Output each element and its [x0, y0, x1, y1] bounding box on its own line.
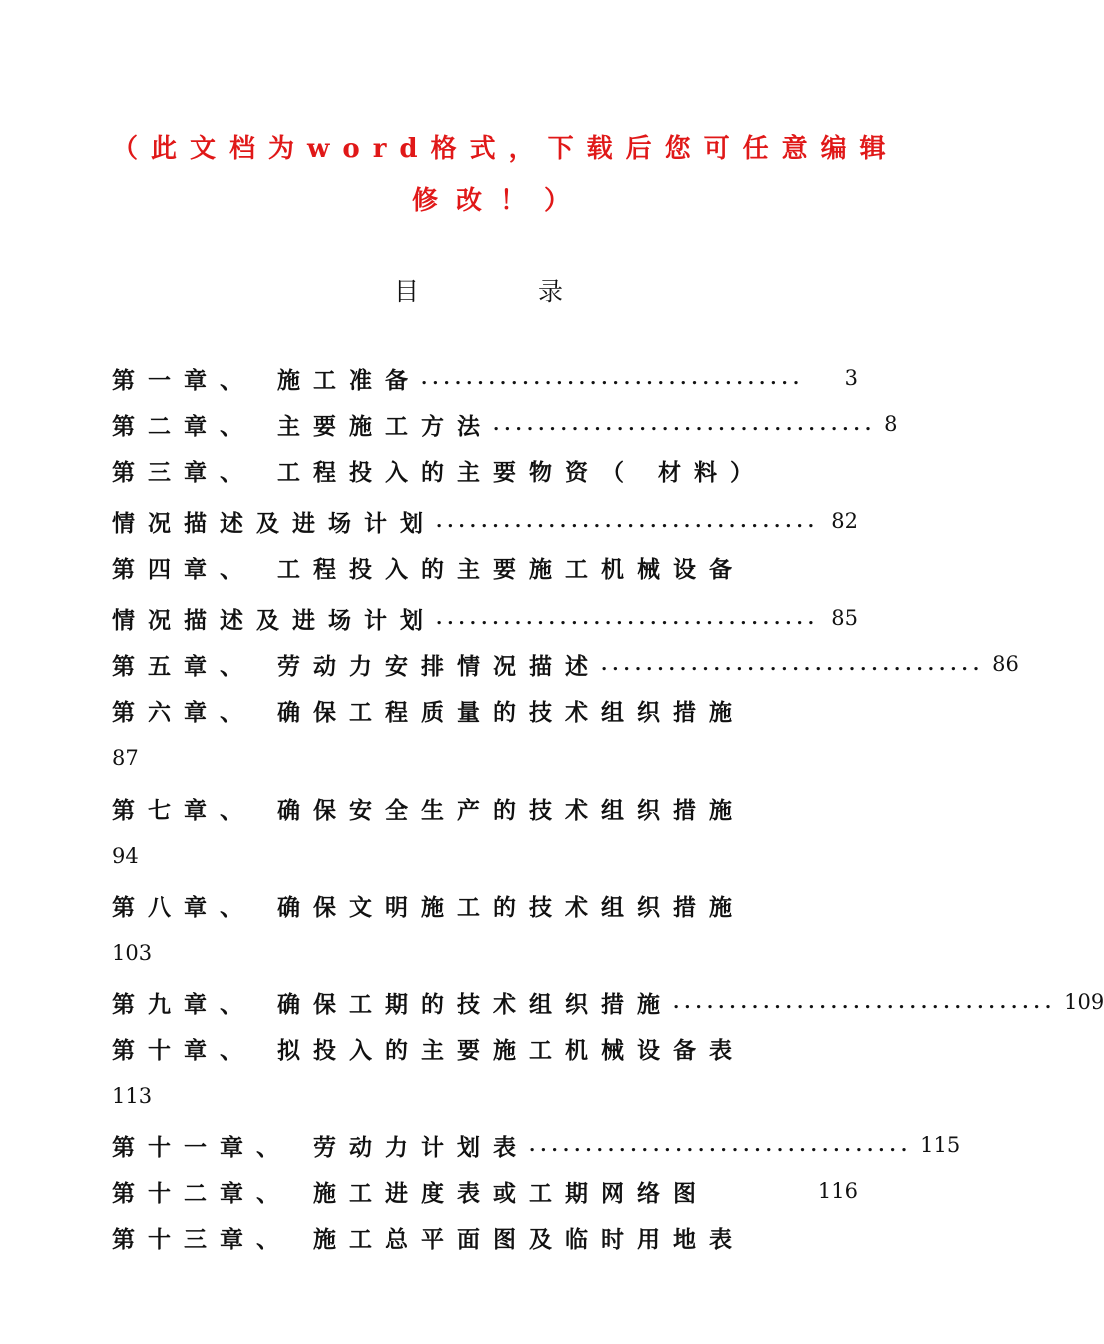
toc-entry[interactable] [112, 1129, 961, 1161]
toc-entry[interactable] [112, 986, 1104, 1018]
toc-leader-dots: .................................. [529, 1134, 913, 1156]
toc-leader-dots: .................................. [436, 510, 820, 532]
toc-entry-text: 第八章、 确保文明施工的技术组织措施 [112, 893, 746, 921]
toc-leader-dots: .................................. [493, 413, 877, 435]
toc-page-number: 103 [112, 941, 153, 965]
toc-page-number: 85 [831, 606, 858, 630]
toc-entry[interactable] [112, 454, 858, 486]
toc-entry-text: 第四章、 工程投入的主要施工机械设备 [112, 555, 746, 583]
toc-entry[interactable] [112, 648, 1019, 680]
toc-entry[interactable] [112, 362, 858, 394]
toc-leader-dots: .................................. [601, 653, 985, 675]
toc-page-number: 8 [884, 412, 898, 436]
toc-entry-text: 情况描述及进场计划 [112, 509, 436, 537]
toc-title-left: 目 [394, 277, 420, 306]
toc-entry-text: 第九章、 确保工期的技术组织措施 [112, 990, 674, 1018]
toc-entry-text: 第二章、 主要施工方法 [112, 412, 494, 440]
toc-entry-text: 第十章、 拟投入的主要施工机械设备表 [112, 1036, 746, 1064]
toc-entry-text: 第一章、 施工准备 [112, 366, 422, 394]
toc-page-number: 116 [817, 1179, 858, 1203]
toc-entry[interactable] [112, 1221, 858, 1253]
toc-entry[interactable] [112, 889, 858, 921]
toc-entry[interactable] [112, 792, 858, 824]
toc-leader-dots: .................................. [673, 991, 1057, 1013]
toc-entry[interactable] [112, 1175, 858, 1207]
toc-entry[interactable] [112, 408, 898, 440]
toc-entry-text: 第五章、 劳动力安排情况描述 [112, 652, 602, 680]
toc-entry[interactable] [112, 602, 858, 634]
toc-page-number: 82 [831, 509, 858, 533]
toc-entry-text: 第七章、 确保安全生产的技术组织措施 [112, 796, 746, 824]
toc-entry-text: 第十三章、 施工总平面图及临时用地表 [112, 1225, 746, 1253]
toc-page-number: 86 [992, 652, 1019, 676]
toc-page-number: 109 [1064, 990, 1104, 1014]
toc-entry-text: 第三章、 工程投入的主要物资（ 材料） [112, 458, 767, 486]
toc-entry[interactable] [112, 694, 858, 726]
toc-entry[interactable] [112, 1032, 858, 1064]
toc-entry-text: 第六章、 确保工程质量的技术组织措施 [112, 698, 746, 726]
toc-entry[interactable] [112, 551, 858, 583]
toc-entry-text: 第十二章、 施工进度表或工期网络图 [112, 1179, 710, 1207]
toc-page-number: 3 [844, 366, 858, 390]
toc-entry-text: 情况描述及进场计划 [112, 606, 436, 634]
format-notice-line2: 修改！） [412, 186, 589, 216]
toc-leader-dots: .................................. [436, 607, 820, 629]
toc-title-right: 录 [538, 277, 564, 306]
toc-leader-dots: .................................. [421, 367, 805, 389]
toc-page-number: 94 [112, 844, 139, 868]
toc-page-number: 87 [112, 746, 139, 770]
toc-page-number: 113 [112, 1084, 153, 1108]
toc-entry-text: 第十一章、 劳动力计划表 [112, 1133, 530, 1161]
toc-page-number: 115 [920, 1133, 961, 1157]
format-notice-line1: （此文档为word格式，下载后您可任意编辑 [112, 134, 899, 164]
toc-entry[interactable] [112, 505, 858, 537]
